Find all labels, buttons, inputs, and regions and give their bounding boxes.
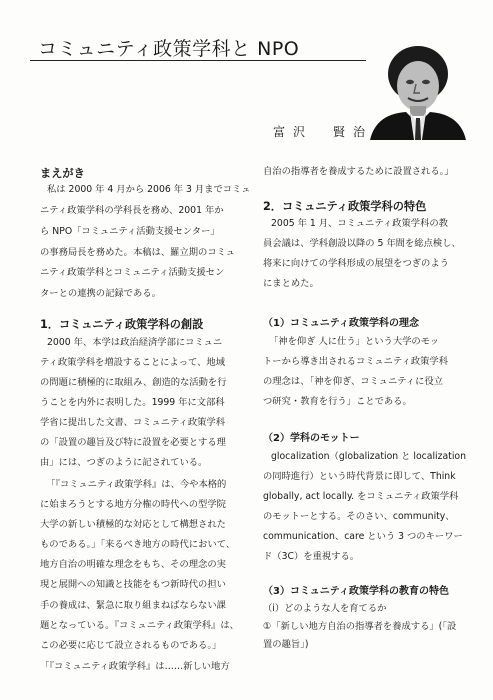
continuation-line: 自治の指導者を養成するために設置される。」 [263,166,454,177]
sub1-heading: （1）コミュニティ政策学科の理念 [263,318,419,329]
section1-line: 学省に提出した文書、コミュニティ政策学科 [40,417,226,428]
section1-line: 手の養成は、緊急に取り組まねばならない課 [40,600,226,611]
intro-line: ニティ政策学科の学科長を務め、2001 年か [40,205,224,216]
section1-line: 由」には、つぎのように記されている。 [40,457,208,468]
section1-line: 「『コミュニティ政策学科』は……新しい地方 [40,661,230,672]
sub1-line: の理念は、「神を仰ぎ、コミュニティに役立 [263,376,443,387]
section1-line: 現と展開への知識と技能をもつ新時代の担い [40,579,226,590]
sub2-line: の同時進行）という時代背景に即して、Think [263,471,456,482]
section1-line: 題となっている。『コミュニティ政策学科』は、 [40,620,239,631]
author-photo [366,40,470,140]
sub1-line: トーから導き出されるコミュニティ政策学科 [263,356,449,367]
sub2-line: のモットーとする。そのさい、community、 [263,511,455,522]
sub3-heading: （3）コミュニティ政策学科の教育の特色 [263,586,449,597]
section1-heading: 1．コミュニティ政策学科の創設 [40,318,204,331]
sub2-line: glocalization（globalization と localization [271,451,466,462]
section1-line: この必要に応じて設立されるものである。」 [40,640,222,651]
sub2-line: ド（3C）を重視する。 [263,551,360,562]
section1-line: ティ政策学科を増設することによって、地域 [40,357,226,368]
author-portrait-image [366,40,470,140]
section1-line: ものである。」「来るべき地方の時代において、 [40,539,236,550]
section1-line: うことを内外に表明した。1999 年に文部科 [40,397,225,408]
sub3-line: ①「新しい地方自治の指導者を養成する」(「設 [263,621,457,632]
section2-line: 員会議は、学科創設以降の 5 年間を総点検し、 [263,238,461,249]
sub1-line: 「神を仰ぎ 人に仕う」という大学のモッ [269,336,440,347]
sub2-heading: （2）学科のモットー [263,433,360,444]
intro-line: ターとの連携の記録である。 [40,288,161,299]
sub3-line: （ⅰ）どのような人を育てるか [263,603,387,614]
sub3-line: 置の趣旨」) [263,639,309,650]
author-name: 富沢 賢治 [273,125,374,139]
section1-line: 「『コミュニティ政策学科』は、今や本格的 [46,479,227,490]
intro-line: の事務局長を務めた。本稿は、羅立期のコミュ [40,247,236,258]
intro-line: ら NPO「コミュニティ活動支援センター」 [40,226,220,237]
section2-line: にまとめた。 [263,278,319,289]
title-underline [30,60,370,61]
intro-heading: まえがき [40,167,85,180]
section1-line: の「設置の趣旨及び特に設置を必要とする理 [40,437,226,448]
section1-line: に始まろうとする地方分権の時代への型学院 [40,499,226,510]
section2-heading: 2．コミュニティ政策学科の特色 [263,200,427,213]
sub1-line: つ研究・教育を行う」ことである。 [263,396,412,407]
section1-line: の問題に積極的に取組み、創造的な活動を行 [40,377,227,388]
section2-line: 2005 年 1 月、コミュニティ政策学科の教 [271,218,448,229]
sub2-line: communication、care という 3 つのキーワー [263,531,463,542]
section1-line: 地方自治の明確な理念をもち、その理念の実 [40,559,226,570]
section1-line: 大学の新しい積極的な対応として構想された [40,519,226,530]
article-title: コミュニティ政策学科と NPO [38,38,300,60]
section1-line: 2000 年、本学は政治経済学部にコミュニ [47,337,223,348]
section2-line: 将来に向けての学科形成の展望をつぎのよう [263,258,449,269]
intro-line: ニティ政策学科とコミュニティ活動支援セン [40,267,225,278]
sub2-line: globally, act locally. をコミュニティ政策学科 [263,491,459,502]
intro-line: 私は 2000 年 4 月から 2006 年 3 月までコミュ [47,184,251,195]
